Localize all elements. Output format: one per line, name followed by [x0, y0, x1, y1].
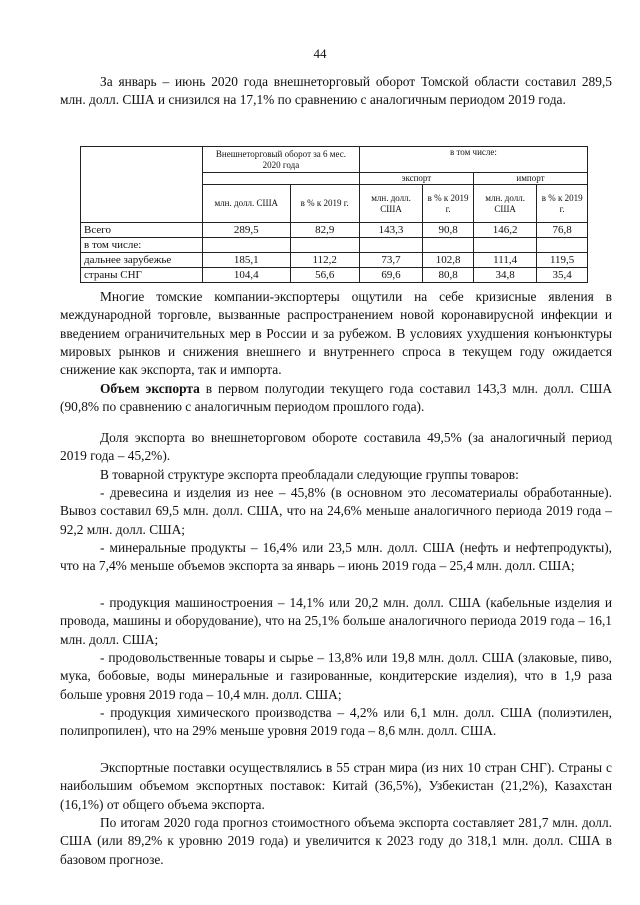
cell: 56,6: [290, 268, 359, 283]
table-row: [81, 253, 588, 268]
cell: 76,8: [537, 223, 588, 238]
cell: 185,1: [203, 253, 291, 268]
cell: 73,7: [359, 253, 422, 268]
row-label: дальнее зарубежье: [81, 253, 203, 268]
cell: [359, 238, 422, 253]
paragraph-crisis: Многие томские компании-экспортеры ощутили на себе кризисные явления в международной торговле, вызванные распространением новой коронавирусной инфекции и введением ограничительных мер в России и за рубежом. В условиях ухудшения конъюнктуры мировых рынков и снижения внешнего и внутреннего спроса в текущем году ожидается снижение как экспорта, так и импорта.: [60, 289, 612, 378]
cell: 112,2: [290, 253, 359, 268]
cell: [473, 238, 536, 253]
cell: 69,6: [359, 268, 422, 283]
table-corner: [81, 147, 203, 223]
row-label: Всего: [81, 223, 203, 238]
paragraph-export-share: Доля экспорта во внешнеторговом обороте составила 49,5% (за аналогичный период 2019 года – 45,2%).: [60, 430, 612, 464]
row-label: в том числе:: [81, 238, 203, 253]
table-header-row-1: [81, 147, 588, 173]
cell: [203, 238, 291, 253]
cell: [537, 238, 588, 253]
cell: 35,4: [537, 268, 588, 283]
header-empty: [203, 173, 360, 185]
export-volume-term: Объем экспорта: [100, 381, 200, 396]
page-number: 44: [313, 46, 327, 61]
export-volume-text: в первом полугодии текущего года составил 143,3 млн. долл. США (90,8% по сравнению с аналогичным периодом прошлого года).: [60, 381, 612, 415]
header-import: импорт: [473, 173, 587, 185]
header-export: экспорт: [359, 173, 473, 185]
header-pct-3: в % к 2019 г.: [537, 185, 588, 223]
cell: 34,8: [473, 268, 536, 283]
paragraph-countries: Экспортные поставки осуществлялись в 55 стран мира (из них 10 стран СНГ). Страны с наибольшим объемом экспортных поставок: Китай (36,5%), Узбекистан (21,2%), Казахстан (16,1%) от общего объема экспорта.: [60, 760, 612, 812]
cell: 146,2: [473, 223, 536, 238]
paragraph-structure: В товарной структуре экспорта преобладали следующие группы товаров:: [100, 467, 519, 482]
row-label: страны СНГ: [81, 268, 203, 283]
cell: 102,8: [423, 253, 474, 268]
cell: 289,5: [203, 223, 291, 238]
paragraph-forecast: По итогам 2020 года прогноз стоимостного объема экспорта составляет 281,7 млн. долл. США (или 89,2% к уровню 2019 года) и увеличится к 2023 году до 318,1 млн. долл. США в базовом прогнозе.: [60, 815, 612, 867]
header-mln-2: млн. долл. США: [359, 185, 422, 223]
list-item-wood: - древесина и изделия из нее – 45,8% (в основном это лесоматериалы обработанные). Вывоз составил 69,5 млн. долл. США, что на 24,6% меньше аналогичного периода 2019 года – 92,2 млн. долл. США;: [60, 485, 612, 537]
cell: 82,9: [290, 223, 359, 238]
table-row: [81, 238, 588, 253]
cell: [423, 238, 474, 253]
cell: 80,8: [423, 268, 474, 283]
list-item-machinery: - продукция машиностроения – 14,1% или 20,2 млн. долл. США (кабельные изделия и провода, машины и оборудование), что на 25,1% больше аналогичного периода 2019 года – 16,1 млн. долл. США;: [60, 595, 612, 647]
trade-table: [80, 146, 588, 283]
table-row: [81, 268, 588, 283]
header-turnover: Внешнеторговый оборот за 6 мес. 2020 года: [203, 147, 360, 173]
list-item-food: - продовольственные товары и сырье – 13,8% или 19,8 млн. долл. США (злаковые, пиво, мука, бобовые, воды минеральные и газированные, кондитерские изделия), что в 1,9 раза больше уровня 2019 года – 10,4 млн. долл. США;: [60, 650, 612, 702]
list-item-minerals: - минеральные продукты – 16,4% или 23,5 млн. долл. США (нефть и нефтепродукты), что на 7,4% меньше объемов экспорта за январь – июнь 2019 года – 25,4 млн. долл. США;: [60, 540, 612, 574]
header-including: в том числе:: [359, 147, 587, 173]
intro-paragraph: За январь – июнь 2020 года внешнеторговый оборот Томской области составил 289,5 млн. долл. США и снизился на 17,1% по сравнению с аналогичным периодом 2019 года.: [60, 74, 612, 108]
cell: 104,4: [203, 268, 291, 283]
header-mln-1: млн. долл. США: [203, 185, 291, 223]
table-row: [81, 223, 588, 238]
list-item-chemicals: - продукция химического производства – 4,2% или 6,1 млн. долл. США (полиэтилен, полипропилен), что на 29% меньше уровня 2019 года – 8,6 млн. долл. США.: [60, 705, 612, 739]
cell: 119,5: [537, 253, 588, 268]
cell: 143,3: [359, 223, 422, 238]
header-pct-2: в % к 2019 г.: [423, 185, 474, 223]
header-mln-3: млн. долл. США: [473, 185, 536, 223]
cell: 90,8: [423, 223, 474, 238]
cell: [290, 238, 359, 253]
cell: 111,4: [473, 253, 536, 268]
header-pct-1: в % к 2019 г.: [290, 185, 359, 223]
paragraph-export-volume: [60, 380, 612, 417]
